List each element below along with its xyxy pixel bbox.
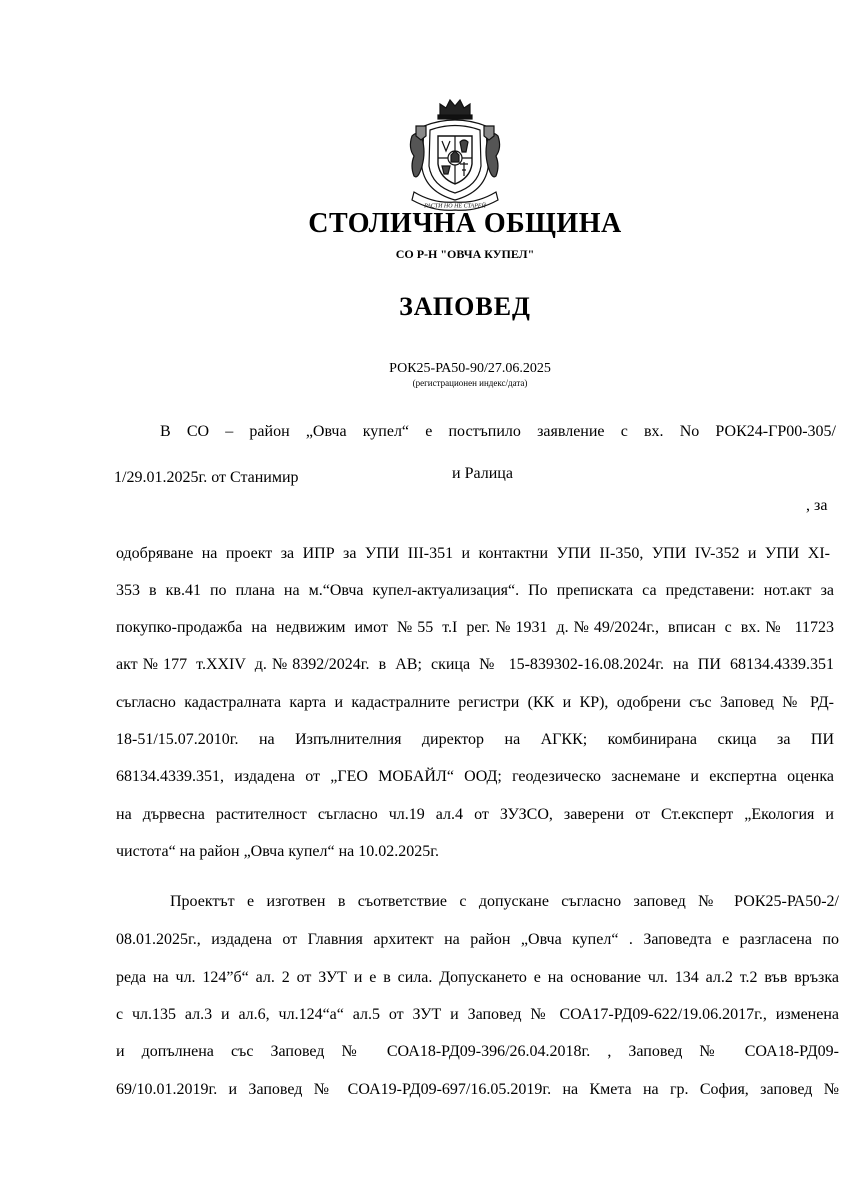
body-line: 69/10.01.2019г. и Заповед № СОА19-РД09-697/16.05.2019г. на Кмета на гр. София, заповед № [116, 1081, 839, 1098]
coat-of-arms-icon [404, 96, 506, 212]
body-line: 18-51/15.07.2010г. на Изпълнителния директор на АГКК; комбинирана скица за ПИ [116, 731, 834, 748]
body-line: 1/29.01.2025г. от Станимир [114, 469, 299, 486]
body-line: и Ралица [452, 465, 513, 482]
body-line: В СО – район „Овча купел“ е постъпило заявление с вх. No РОК24-ГР00-305/ [160, 423, 836, 440]
body-line: 353 в кв.41 по плана на м.“Овча купел-актуализация“. По преписката са представени: нот.акт за [116, 582, 834, 599]
body-line: одобряване на проект за ИПР за УПИ III-351 и контактни УПИ II-350, УПИ IV-352 и УПИ XI- [116, 545, 830, 562]
body-line: с чл.135 ал.3 и ал.6, чл.124“а“ ал.5 от ЗУТ и Заповед № СОА17-РД09-622/19.06.2017г., изменена [116, 1006, 839, 1023]
body-line: 68134.4339.351, издадена от „ГЕО МОБАЙЛ“ ООД; геодезическо заснемане и експертна оценка [116, 768, 834, 785]
svg-text:РАСТИ НО НЕ СТАРЕЙ: РАСТИ НО НЕ СТАРЕЙ [424, 203, 486, 210]
body-line: 08.01.2025г., издадена от Главния архитект на район „Овча купел“ . Заповедта е разгласена по [116, 931, 839, 948]
body-line: на дървесна растителност съгласно чл.19 ал.4 от ЗУЗСО, заверени от Ст.експерт „Екология и [116, 806, 834, 823]
document-title: ЗАПОВЕД [399, 292, 531, 321]
body-line: акт№177 т.XXIV д.№8392/2024г. в АВ; скица № 15-839302-16.08.2024г. на ПИ 68134.4339.351 [116, 656, 834, 673]
body-line: чистота“ на район „Овча купел“ на 10.02.2025г. [116, 843, 440, 860]
body-line: Проектът е изготвен в съответствие с допускане съгласно заповед № РОК25-РА50-2/ [170, 893, 839, 910]
body-line: съгласно кадастралната карта и кадастралните регистри (КК и КР), одобрени със Заповед № РД- [116, 694, 834, 711]
district-name: СО Р-Н "ОВЧА КУПЕЛ" [395, 247, 535, 261]
body-line: реда на чл. 124”б“ ал. 2 от ЗУТ и е в сила. Допускането е на основание чл. 134 ал.2 т.2 във връзка [116, 969, 839, 986]
body-line: покупко-продажба на недвижим имот №55 т.I рег.№1931 д.№49/2024г., вписан с вх.№ 11723 [116, 619, 834, 636]
organization-name: СТОЛИЧНА ОБЩИНА [308, 208, 622, 239]
registration-note: (регистрационен индекс/дата) [412, 378, 528, 388]
body-line: и допълнена със Заповед № СОА18-РД09-396/26.04.2018г. , Заповед № СОА18-РД09- [116, 1043, 839, 1060]
body-line: , за [806, 497, 828, 514]
registration-number: РОК25-РА50-90/27.06.2025 [389, 361, 551, 376]
